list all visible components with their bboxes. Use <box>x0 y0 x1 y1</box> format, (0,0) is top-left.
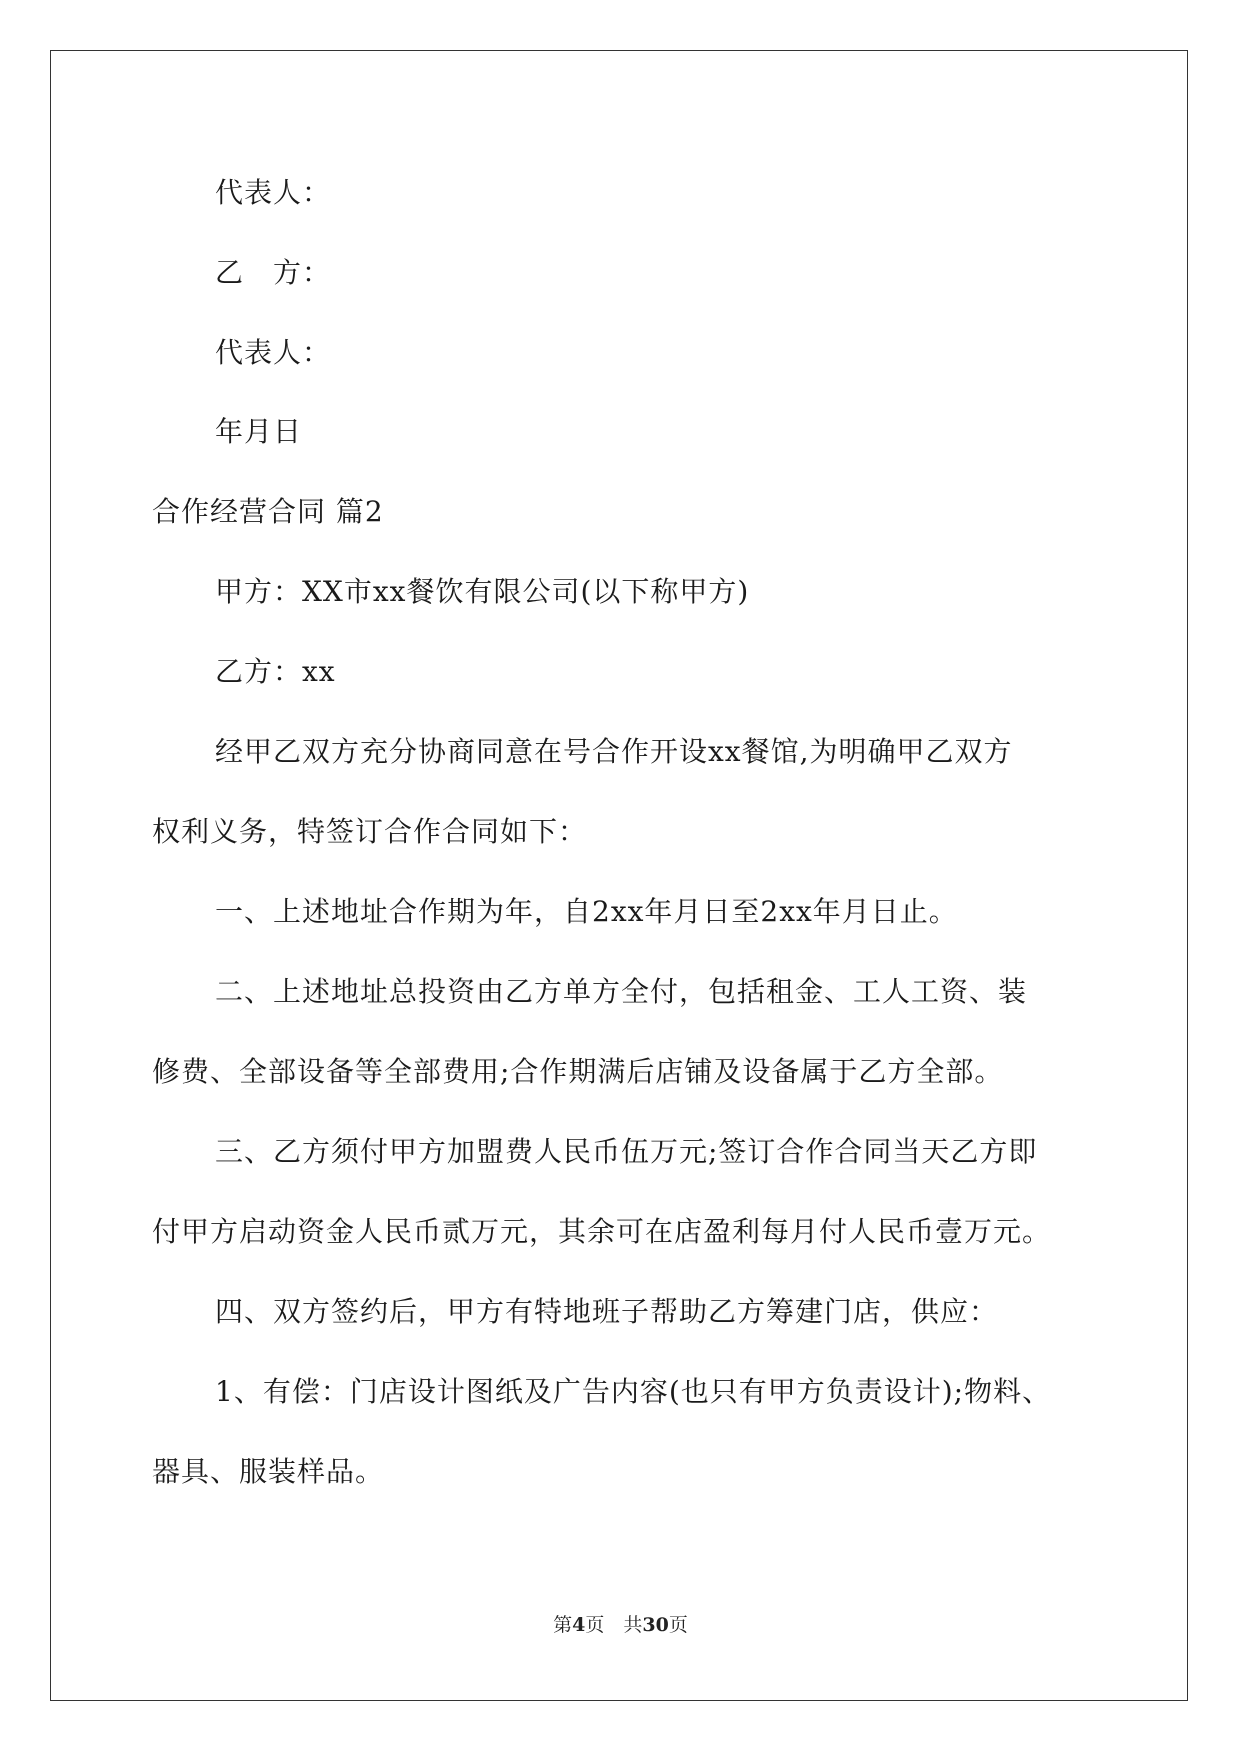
clause-2-line-1: 二、上述地址总投资由乙方单方全付，包括租金、工人工资、装 <box>215 975 1028 1008</box>
clause-4-item-1-line-2: 器具、服装样品。 <box>152 1455 385 1488</box>
party-b-name-line: 乙方：xx <box>215 655 336 688</box>
clause-4-item-1-line-1: 1、有偿：门店设计图纸及广告内容(也只有甲方负责设计);物料、 <box>215 1375 1052 1408</box>
party-b-line: 乙 方： <box>215 256 332 289</box>
clause-2-line-2: 修费、全部设备等全部费用;合作期满后店铺及设备属于乙方全部。 <box>152 1055 1004 1088</box>
page-footer <box>0 1612 1241 1638</box>
footer-prefix: 第 <box>553 1614 573 1636</box>
clause-4-line: 四、双方签约后，甲方有特地班子帮助乙方筹建门店，供应： <box>215 1295 999 1328</box>
party-a-line: 甲方：XX市xx餐饮有限公司(以下称甲方) <box>215 575 750 608</box>
clause-3-line-2: 付甲方启动资金人民币贰万元，其余可在店盈利每月付人民币壹万元。 <box>152 1215 1052 1248</box>
section-heading: 合作经营合同 篇2 <box>152 495 384 528</box>
footer-page-number: 4 <box>572 1614 586 1636</box>
footer-suffix: 页 <box>668 1614 688 1636</box>
footer-total-pages: 30 <box>642 1614 669 1636</box>
intro-paragraph-line-2: 权利义务，特签订合作合同如下： <box>152 815 588 848</box>
representative-a-line: 代表人： <box>215 176 332 209</box>
representative-b-line: 代表人： <box>215 336 332 369</box>
intro-paragraph-line-1: 经甲乙双方充分协商同意在号合作开设xx餐馆,为明确甲乙双方 <box>215 735 1013 768</box>
clause-1-line: 一、上述地址合作期为年，自2xx年月日至2xx年月日止。 <box>215 895 958 928</box>
date-line: 年月日 <box>215 415 303 448</box>
clause-3-line-1: 三、乙方须付甲方加盟费人民币伍万元;签订合作合同当天乙方即 <box>215 1135 1038 1168</box>
footer-mid: 页 共 <box>585 1614 643 1636</box>
